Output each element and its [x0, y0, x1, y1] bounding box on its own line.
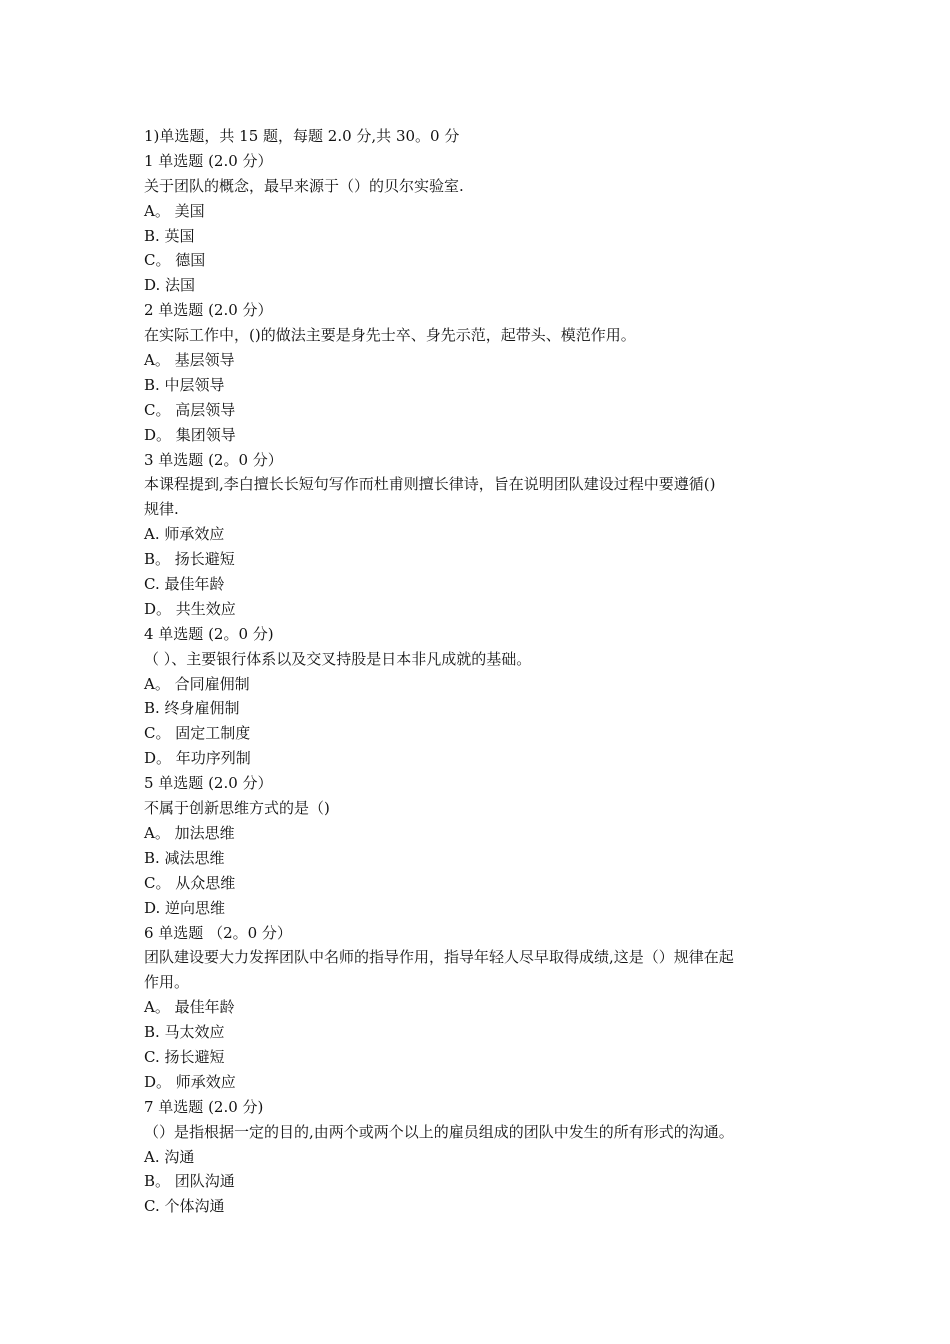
option-a: A。 基层领导 — [144, 351, 235, 370]
question-7 — [144, 1095, 816, 1219]
question-4 — [144, 622, 816, 771]
option-b: B。 团队沟通 — [144, 1172, 235, 1191]
question-2 — [144, 298, 816, 447]
option-b: B. 马太效应 — [144, 1023, 225, 1042]
option-d: D. 逆向思维 — [144, 898, 226, 917]
question-1 — [144, 149, 816, 298]
option-a: A。 美国 — [144, 201, 205, 220]
option-c: C。 从众思维 — [144, 873, 236, 892]
option-b: B。 扬长避短 — [144, 550, 235, 569]
question-stem: 团队建设要大力发挥团队中名师的指导作用，指导年轻人尽早取得成绩,这是（）规律在起 — [144, 948, 734, 967]
option-d: D。 集团领导 — [144, 425, 236, 444]
question-stem: 关于团队的概念，最早来源于（）的贝尔实验室. — [144, 176, 464, 195]
option-b: B. 减法思维 — [144, 848, 225, 867]
question-header: 3 单选题 (2。0 分） — [144, 450, 283, 469]
document-page — [144, 124, 816, 1219]
question-stem: （）是指根据一定的目的,由两个或两个以上的雇员组成的团队中发生的所有形式的沟通。 — [144, 1122, 734, 1141]
section-header: 1)单选题，共 15 题，每题 2.0 分,共 30。0 分 — [144, 127, 460, 145]
option-a: A。 合同雇佣制 — [144, 674, 250, 693]
option-d: D。 共生效应 — [144, 599, 236, 618]
option-c: C。 固定工制度 — [144, 724, 251, 743]
option-c: C. 个体沟通 — [144, 1197, 225, 1216]
option-c: C. 最佳年龄 — [144, 575, 225, 594]
question-stem: （ ）、主要银行体系以及交叉持股是日本非凡成就的基础。 — [144, 649, 532, 668]
question-header: 6 单选题 （2。0 分） — [144, 923, 292, 942]
option-b: B. 英国 — [144, 226, 195, 245]
question-stem: 在实际工作中，()的做法主要是身先士卒、身先示范，起带头、模范作用。 — [144, 326, 636, 345]
option-c: C。 高层领导 — [144, 400, 236, 419]
question-3 — [144, 448, 816, 622]
option-d: D. 法国 — [144, 276, 196, 295]
option-a: A。 加法思维 — [144, 823, 235, 842]
question-6 — [144, 921, 816, 1095]
option-a: A. 师承效应 — [144, 525, 225, 544]
option-c: C. 扬长避短 — [144, 1047, 225, 1066]
question-stem: 不属于创新思维方式的是（) — [144, 799, 330, 818]
option-b: B. 中层领导 — [144, 375, 225, 394]
question-stem-continued: 规律. — [144, 500, 179, 519]
option-d: D。 师承效应 — [144, 1072, 236, 1091]
question-5 — [144, 771, 816, 920]
question-header: 5 单选题 (2.0 分） — [144, 774, 273, 793]
option-a: A. 沟通 — [144, 1147, 195, 1166]
question-header: 1 单选题 (2.0 分） — [144, 151, 273, 170]
question-header: 4 单选题 (2。0 分) — [144, 624, 274, 643]
question-stem-continued: 作用。 — [144, 973, 190, 992]
option-c: C。 德国 — [144, 251, 206, 270]
question-header: 7 单选题 (2.0 分) — [144, 1097, 264, 1116]
option-d: D。 年功序列制 — [144, 749, 251, 768]
option-b: B. 终身雇佣制 — [144, 699, 240, 718]
question-header: 2 单选题 (2.0 分） — [144, 301, 273, 320]
question-stem: 本课程提到,李白擅长长短句写作而杜甫则擅长律诗，旨在说明团队建设过程中要遵循() — [144, 475, 716, 494]
option-a: A。 最佳年龄 — [144, 998, 235, 1017]
